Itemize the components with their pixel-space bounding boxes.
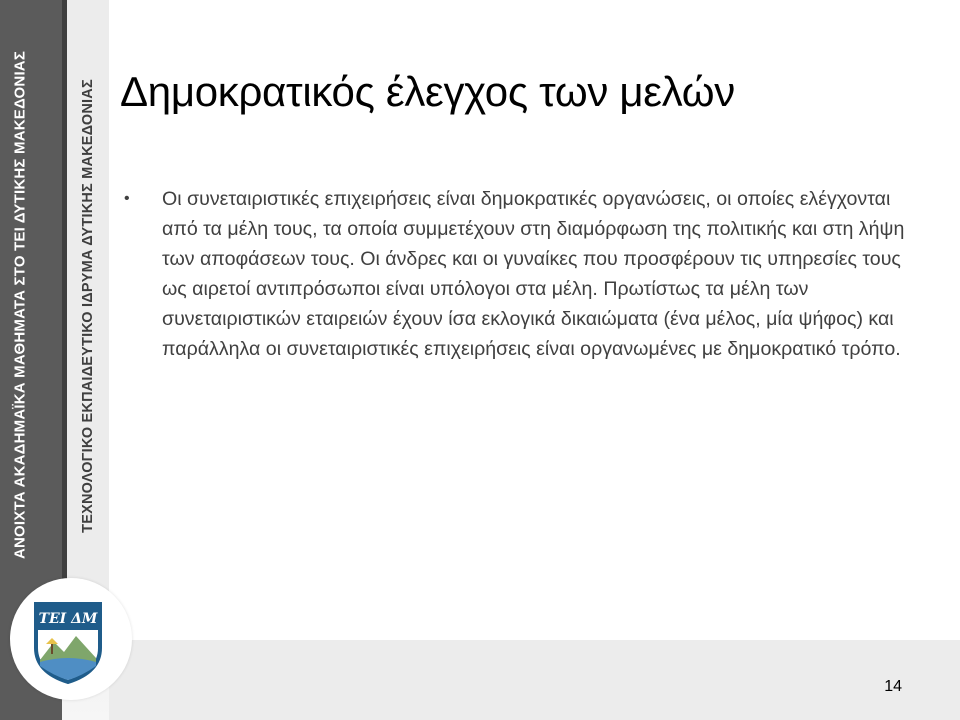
bullet-list (124, 184, 924, 364)
sidebar-institution-text: ΤΕΧΝΟΛΟΓΙΚΟ ΕΚΠΑΙΔΕΥΤΙΚΟ ΙΔΡΥΜΑ ΔΥΤΙΚΗΣ ΜΑΚΕΔΟΝΙΑΣ (80, 79, 96, 533)
logo-text: ΤΕΙ ΔΜ (38, 611, 98, 627)
sidebar-open-courses-text: ΑΝΟΙΧΤΑ ΑΚΑΔΗΜΑΪΚΑ ΜΑΘΗΜΑΤΑ ΣΤΟ ΤΕΙ ΔΥΤΙΚΗΣ ΜΑΚΕΔΟΝΙΑΣ (11, 50, 29, 560)
footer-bar (109, 640, 960, 720)
page-number: 14 (884, 678, 902, 695)
bullet-text: Οι συνεταιριστικές επιχειρήσεις είναι δημοκρατικές οργανώσεις, οι οποίες ελέγχονται από τα μέλη τους, τα οποία συμμετέχουν στη διαμόρφωση της πολιτικής και στη λήψη των αποφάσεων τους. Οι άνδρες και οι γυναίκες που προσφέρουν τις υπηρεσίες τους ως αιρετοί αντιπρόσωποι είναι υπόλογοι στα μέλη. Πρωτίστως τα μέλη των συνεταιριστικών εταιρειών έχουν ίσα εκλογικά δικαιώματα (ένα μέλος, μία ψήφος) και παράλληλα οι συνεταιριστικές επιχειρήσεις είναι οργανωμένες με δημοκρατικό τρόπο. (162, 188, 905, 360)
bullet-item (124, 184, 924, 364)
slide-title: Δημοκρατικός έλεγχος των μελών (120, 68, 735, 115)
tei-dm-shield-logo (32, 598, 104, 684)
bullet-dot-icon: • (124, 190, 130, 207)
